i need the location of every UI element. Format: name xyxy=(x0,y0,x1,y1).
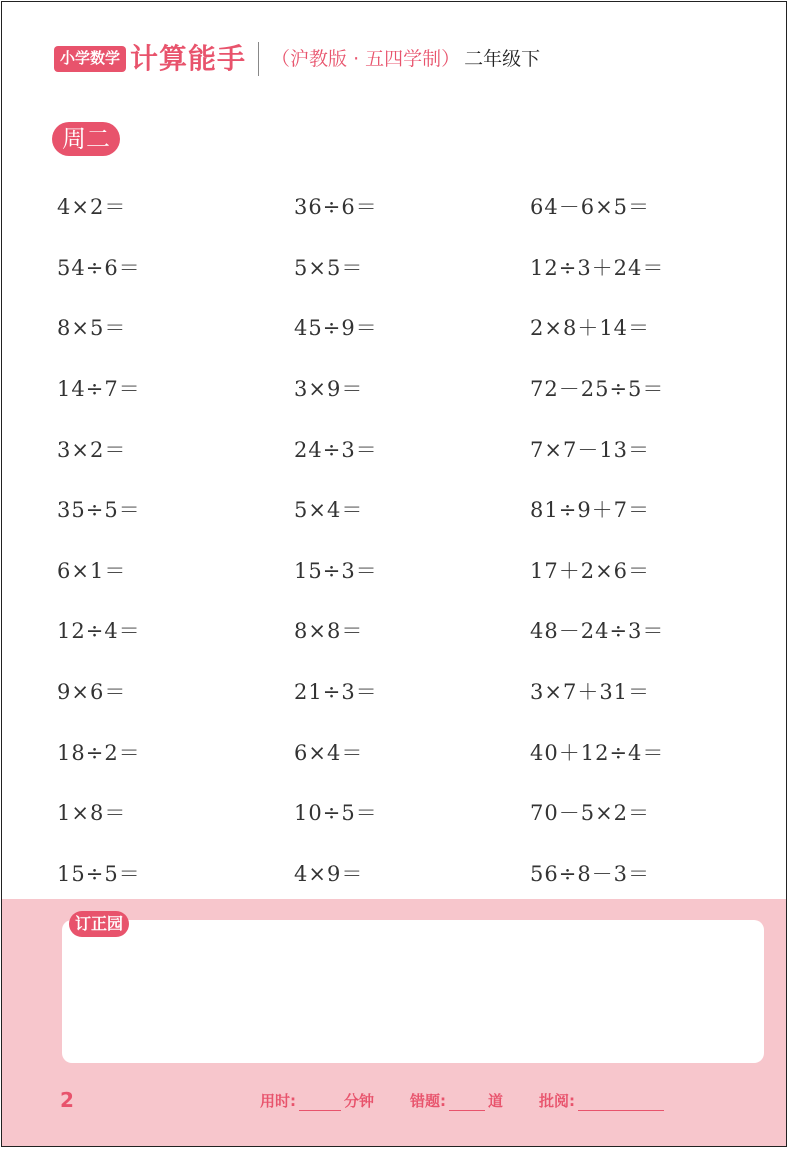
problem-item: 54÷6＝ xyxy=(57,255,141,280)
problem-row xyxy=(57,843,737,904)
problem-item: 81÷9＋7＝ xyxy=(530,498,651,523)
problem-item: 1×8＝ xyxy=(57,801,127,826)
problem-item: 70－5×2＝ xyxy=(530,801,651,826)
correction-box[interactable] xyxy=(62,920,764,1063)
problem-item: 6×1＝ xyxy=(57,558,127,583)
time-label: 用时: xyxy=(260,1092,296,1110)
edition-label: （沪教版 · 五四学制） xyxy=(271,48,461,70)
problem-item: 3×7＋31＝ xyxy=(530,680,651,705)
worksheet-page xyxy=(1,1,787,1147)
problem-item: 2×8＋14＝ xyxy=(530,316,651,341)
review-label: 批阅: xyxy=(539,1092,576,1110)
problem-row xyxy=(57,237,737,298)
problem-item: 12÷4＝ xyxy=(57,619,141,644)
page-number: 2 xyxy=(60,1088,74,1112)
footer-stats xyxy=(260,1090,667,1111)
problem-item: 48－24÷3＝ xyxy=(530,619,665,644)
day-badge: 周二 xyxy=(52,122,120,156)
problem-item: 12÷3＋24＝ xyxy=(530,255,665,280)
problem-row xyxy=(57,418,737,479)
problem-row xyxy=(57,782,737,843)
problem-item: 64－6×5＝ xyxy=(530,195,651,220)
problem-item: 9×6＝ xyxy=(57,680,127,705)
problem-item: 45÷9＝ xyxy=(294,316,378,341)
problem-row xyxy=(57,721,737,782)
problem-item: 72－25÷5＝ xyxy=(530,377,665,402)
errors-blank[interactable] xyxy=(449,1096,485,1111)
problem-item: 3×9＝ xyxy=(294,377,364,402)
problem-item: 7×7－13＝ xyxy=(530,437,651,462)
problem-item: 36÷6＝ xyxy=(294,195,378,220)
page-header xyxy=(54,42,540,76)
problem-item: 3×2＝ xyxy=(57,437,127,462)
problem-item: 15÷5＝ xyxy=(57,861,141,886)
time-blank[interactable] xyxy=(299,1096,341,1111)
problem-item: 4×2＝ xyxy=(57,195,127,220)
errors-label: 错题: xyxy=(410,1092,447,1110)
problem-item: 24÷3＝ xyxy=(294,437,378,462)
problem-row xyxy=(57,479,737,540)
problem-grid xyxy=(57,176,737,903)
problem-row xyxy=(57,358,737,419)
problem-item: 35÷5＝ xyxy=(57,498,141,523)
problem-item: 6×4＝ xyxy=(294,740,364,765)
problem-item: 40＋12÷4＝ xyxy=(530,740,665,765)
errors-unit: 道 xyxy=(488,1092,504,1110)
time-unit: 分钟 xyxy=(344,1092,375,1110)
problem-item: 8×8＝ xyxy=(294,619,364,644)
problem-row xyxy=(57,540,737,601)
correction-label: 订正园 xyxy=(69,911,129,937)
problem-item: 8×5＝ xyxy=(57,316,127,341)
problem-row xyxy=(57,297,737,358)
grade-label: 二年级下 xyxy=(464,48,541,70)
problem-item: 56÷8－3＝ xyxy=(530,861,651,886)
review-blank[interactable] xyxy=(578,1096,664,1111)
series-big-title: 计算能手 xyxy=(130,42,247,75)
problem-item: 5×4＝ xyxy=(294,498,364,523)
problem-item: 17＋2×6＝ xyxy=(530,558,651,583)
problem-row xyxy=(57,176,737,237)
problem-item: 4×9＝ xyxy=(294,861,364,886)
problem-item: 14÷7＝ xyxy=(57,377,141,402)
problem-item: 15÷3＝ xyxy=(294,558,378,583)
problem-row xyxy=(57,600,737,661)
header-divider xyxy=(258,42,259,76)
problem-item: 10÷5＝ xyxy=(294,801,378,826)
problem-row xyxy=(57,661,737,722)
problem-item: 5×5＝ xyxy=(294,255,364,280)
problem-item: 18÷2＝ xyxy=(57,740,141,765)
problem-item: 21÷3＝ xyxy=(294,680,378,705)
series-small-title: 小学数学 xyxy=(54,46,126,72)
